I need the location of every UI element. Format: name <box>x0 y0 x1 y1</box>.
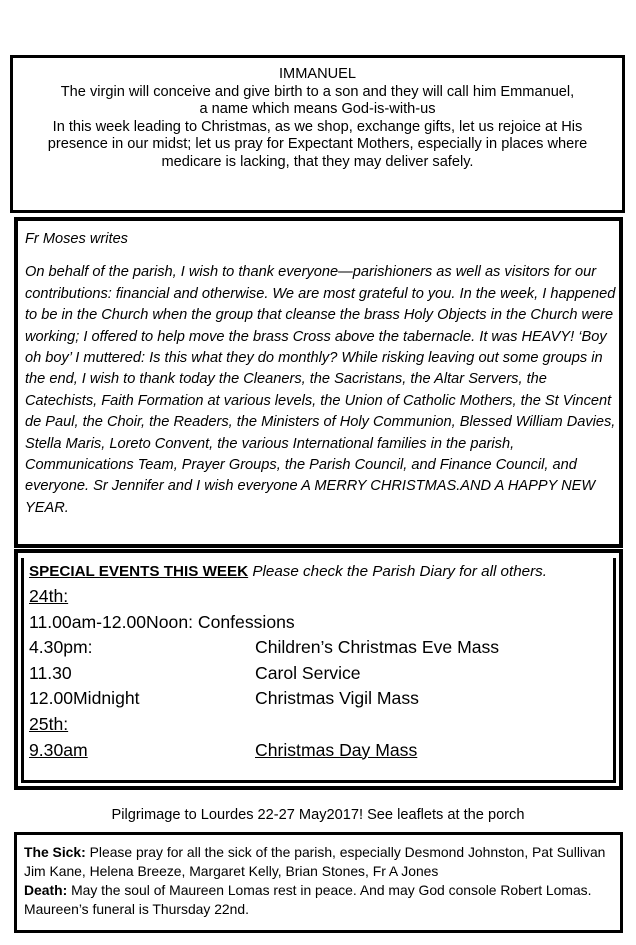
immanuel-box <box>10 55 625 213</box>
event-time: 9.30am <box>29 739 88 760</box>
death-label: Death: <box>24 882 68 898</box>
event-name: Christmas Vigil Mass <box>255 688 419 709</box>
event-row <box>29 738 613 764</box>
death-paragraph <box>24 881 620 919</box>
immanuel-line-4: presence in our midst; let us pray for Expectant Mothers, especially in places where <box>47 136 588 153</box>
sick-label: The Sick: <box>24 844 86 860</box>
sick-paragraph <box>24 843 620 881</box>
special-events-inner <box>21 558 616 783</box>
immanuel-line-1: The virgin will conceive and give birth to a son and they will call him Emmanuel, <box>60 83 575 100</box>
special-events-label: SPECIAL EVENTS THIS WEEK <box>29 563 249 580</box>
day-24th: 24th: <box>29 586 69 606</box>
event-row <box>29 635 613 661</box>
immanuel-title: IMMANUEL <box>278 66 357 82</box>
event-row <box>29 686 613 712</box>
event-time: 4.30pm: <box>29 637 93 658</box>
event-row <box>29 661 613 687</box>
death-text: May the soul of Maureen Lomas rest in peace. And may God console Robert Lomas. Maureen’s funeral is Thursday 22nd. <box>24 882 592 917</box>
sick-death-box <box>14 832 623 933</box>
event-name: Carol Service <box>255 662 361 683</box>
event-time: 12.00Midnight <box>29 688 140 709</box>
event-name: Christmas Day Mass <box>255 739 418 760</box>
pilgrimage-notice: Pilgrimage to Lourdes 22-27 May2017! See leaflets at the porch <box>111 807 525 823</box>
event-name: Children’s Christmas Eve Mass <box>255 637 500 658</box>
fr-moses-box <box>14 217 623 548</box>
special-events-header <box>29 562 613 582</box>
immanuel-line-2: a name which means God-is-with-us <box>199 101 436 118</box>
confessions-text: 11.00am-12.00Noon: Confessions <box>29 611 295 632</box>
event-confessions <box>29 610 613 636</box>
special-events-box <box>14 549 623 790</box>
sick-text: Please pray for all the sick of the parish, especially Desmond Johnston, Pat Sullivan Jim Kane, Helena Breeze, Margaret Kelly, Brian Stones, Fr A Jones <box>24 844 606 879</box>
event-time: 11.30 <box>29 662 72 683</box>
day-25th: 25th: <box>29 713 69 734</box>
fr-moses-body: On behalf of the parish, I wish to thank everyone—parishioners as well as visitors for our contributions: financial and otherwise. We are most grateful to you. In the week, I happened to be in the Church when the group that cleanse the brass Holy Objects in the Church were working; I offered to help move the brass Cross above the tabernacle. It was HEAVY! ‘Boy oh boy’ I muttered: Is this what they do monthly? While risking leaving out some groups in the end, I wish to thank today the Cleaners, the Sacristans, the Altar Servers, the Catechists, Faith Formation at various levels, the Union of Catholic Mothers, the St Vincent de Paul, the Choir, the Readers, the Ministers of Holy Communion, Blessed William Davies, Stella Maris, Loreto Convent, the various International families in the parish, Communications Team, Prayer Groups, the Parish Council, and Finance Council, and everyone. Sr Jennifer and I wish everyone A MERRY CHRISTMAS.AND A HAPPY NEW YEAR. <box>25 264 616 516</box>
immanuel-line-5: medicare is lacking, that they may deliver safely. <box>161 153 474 170</box>
special-events-note: Please check the Parish Diary for all others. <box>252 563 547 580</box>
immanuel-line-3: In this week leading to Christmas, as we shop, exchange gifts, let us rejoice at His <box>52 118 583 135</box>
fr-moses-title: Fr Moses writes <box>25 231 128 247</box>
